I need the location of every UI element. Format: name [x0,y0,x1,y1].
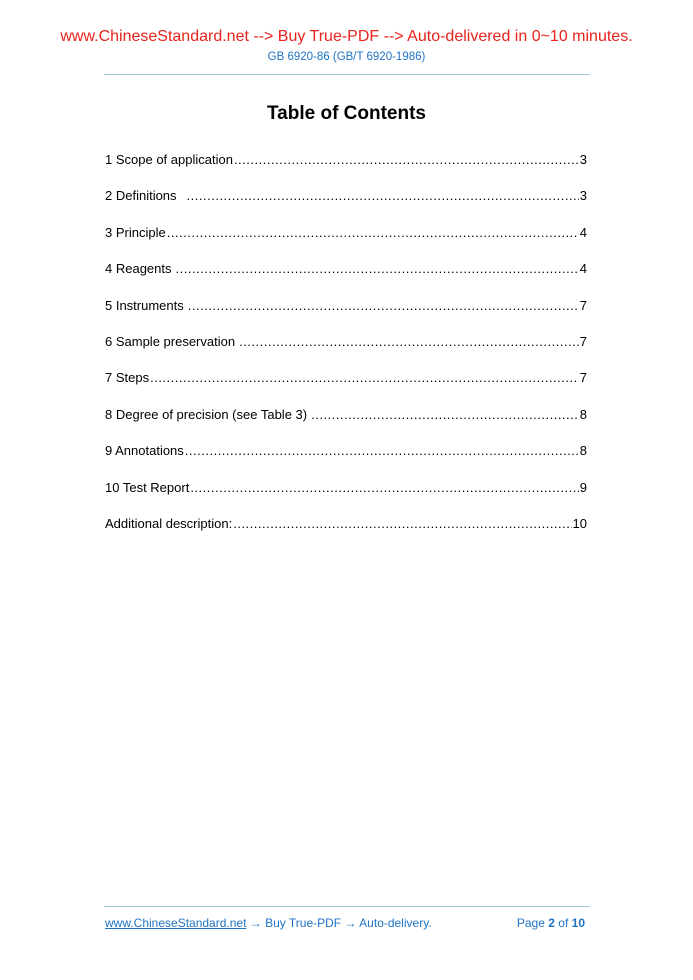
toc-dot-leader [187,187,579,205]
toc-entry-additional-description[interactable] [105,515,587,551]
page-total: 10 [571,916,585,930]
header-promo-text[interactable]: www.ChineseStandard.net --> Buy True-PDF --> Auto-delivered in 0~10 minutes. [60,28,633,45]
toc-entry-reagents[interactable] [105,260,587,296]
footer-site-link[interactable]: www.ChineseStandard.net [105,916,247,930]
toc-dot-leader [167,224,579,242]
toc-entry-label: 5 Instruments [105,297,184,313]
toc-entry-label: 1 Scope of application [105,152,233,167]
toc-title: Table of Contents [266,103,427,124]
toc-entry-test-report[interactable] [105,479,587,515]
toc-entry-label: 10 Test Report [105,479,190,495]
toc-entry-page: 7 [579,297,587,313]
toc-entry-label: 4 Reagents [105,261,172,277]
footer-buy-text: Buy True-PDF [265,916,342,930]
header-standard-code: GB 6920-86 (GB/T 6920-1986) [267,51,426,63]
toc-entry-page: 7 [579,370,587,386]
toc-list [105,151,587,551]
toc-entry-page: 4 [579,261,587,277]
toc-entry-page: 9 [579,479,587,495]
toc-entry-page: 10 [572,515,587,531]
footer-delivery-text: Auto-delivery. [359,916,432,930]
header-divider [104,74,590,75]
toc-entry-label: 6 Sample preservation [105,333,236,349]
toc-dot-leader [176,260,579,278]
toc-dot-leader [190,479,578,497]
page-number [517,916,585,930]
toc-entry-page: 7 [579,333,587,349]
toc-entry-annotations[interactable] [105,442,587,478]
page-of: of [558,916,569,930]
toc-entry-label: 3 Principle [105,224,166,240]
toc-entry-scope[interactable] [105,151,587,187]
toc-entry-label: 2 Definitions [105,188,177,204]
toc-dot-leader [188,297,579,315]
toc-entry-instruments[interactable] [105,297,587,333]
footer-divider [104,906,590,907]
toc-entry-page: 8 [579,406,587,422]
toc-entry-label: 7 Steps [105,370,150,386]
toc-entry-definitions[interactable] [105,187,587,223]
toc-entry-page: 4 [579,224,587,240]
toc-dot-leader [185,442,579,460]
toc-entry-precision[interactable] [105,406,587,442]
arrow-right-icon: → [344,916,357,930]
page-word: Page [516,916,545,930]
toc-entry-label: Additional description: [105,515,233,531]
toc-entry-principle[interactable] [105,224,587,260]
toc-entry-label: 8 Degree of precision (see Table 3) [105,406,308,422]
toc-dot-leader [233,515,571,533]
toc-entry-sample-preservation[interactable] [105,333,587,369]
toc-dot-leader [234,151,579,169]
footer-promo [105,916,432,930]
toc-entry-label: 9 Annotations [105,443,184,459]
toc-entry-page: 3 [579,152,587,167]
toc-entry-steps[interactable] [105,369,587,405]
toc-entry-page: 8 [579,443,587,459]
toc-dot-leader [150,369,579,387]
toc-dot-leader [311,406,579,424]
page-current: 2 [548,916,555,930]
arrow-right-icon: → [249,916,262,930]
toc-dot-leader [239,333,579,351]
toc-entry-page: 3 [579,188,587,204]
